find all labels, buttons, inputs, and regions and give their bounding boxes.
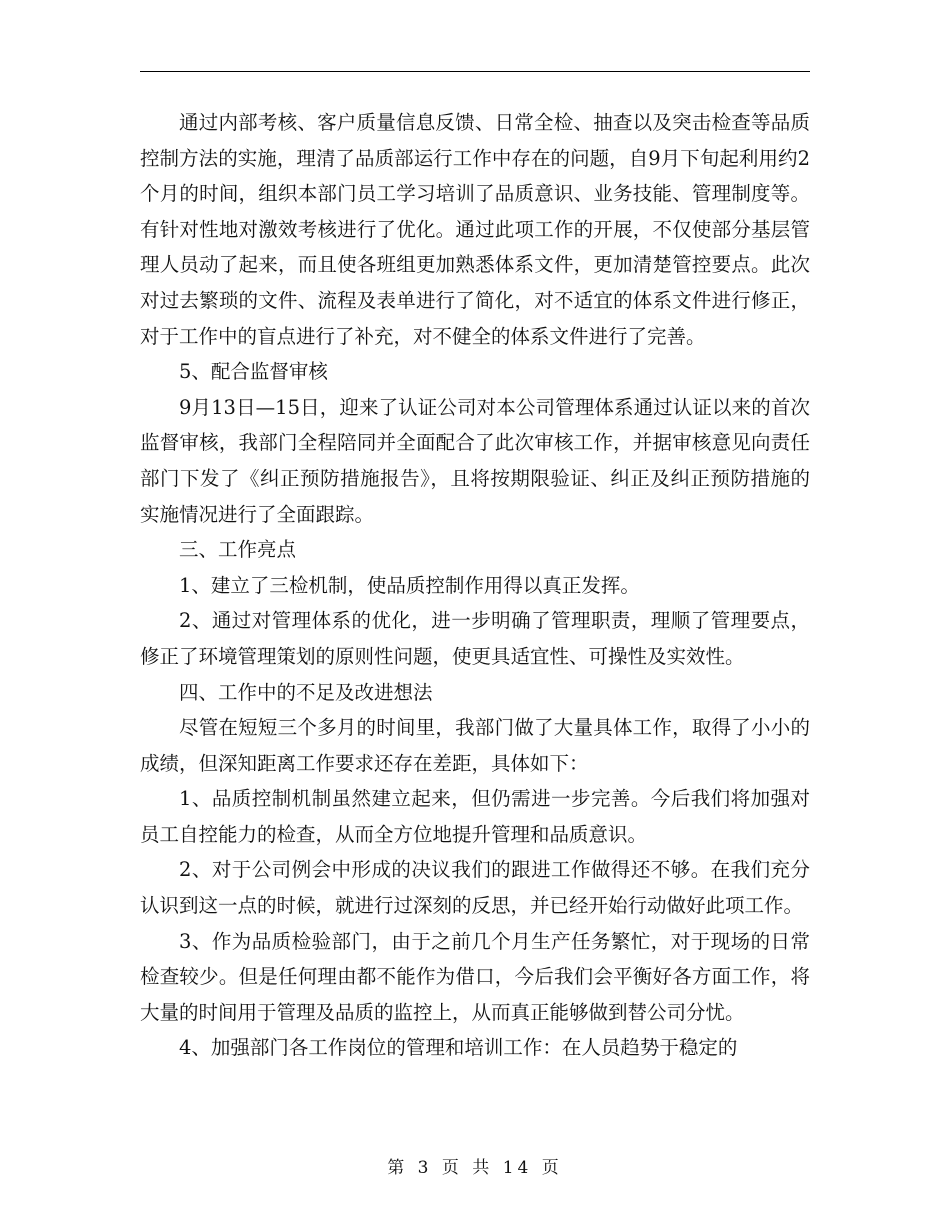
paragraph: 通过内部考核、客户质量信息反馈、日常全检、抽查以及突击检查等品质控制方法的实施，理清了品质部运行工作中存在的问题，自9月下旬起利用约2个月的时间，组织本部门员工学习培训了品质意识、业务技能、管理制度等。有针对性地对激效考核进行了优化。通过此项工作的开展，不仅使部分基层管理人员动了起来，而且使各班组更加熟悉体系文件，更加清楚管控要点。此次对过去繁琐的文件、流程及表单进行了简化，对不适宜的体系文件进行修正，对于工作中的盲点进行了补充，对不健全的体系文件进行了完善。 [140, 111, 810, 348]
section-heading: 四、工作中的不足及改进想法 [179, 680, 433, 704]
paragraph: 9月13日—15日，迎来了认证公司对本公司管理体系通过认证以来的首次监督审核，我部门全程陪同并全面配合了此次审核工作，并据审核意见向责任部门下发了《纠正预防措施报告》，且将按期限验证、纠正及纠正预防措施的实施情况进行了全面跟踪。 [140, 395, 810, 526]
document-body [140, 105, 810, 1066]
list-item: 1、建立了三检机制，使品质控制作用得以真正发挥。 [179, 573, 640, 597]
list-item: 3、作为品质检验部门，由于之前几个月生产任务繁忙，对于现场的日常检查较少。但是任何理由都不能作为借口，今后我们会平衡好各方面工作，将大量的时间用于管理及品质的监控上，从而真正能够做到替公司分忧。 [140, 929, 810, 1024]
page-number: 第 3 页 共 14 页 [387, 1158, 563, 1178]
list-item: 1、品质控制机制虽然建立起来，但仍需进一步完善。今后我们将加强对员工自控能力的检查，从而全方位地提升管理和品质意识。 [140, 787, 810, 846]
list-item: 2、对于公司例会中形成的决议我们的跟进工作做得还不够。在我们充分认识到这一点的时候，就进行过深刻的反思，并已经开始行动做好此项工作。 [140, 858, 810, 918]
header-rule [140, 71, 810, 72]
section-heading: 5、配合监督审核 [179, 360, 328, 384]
paragraph: 尽管在短短三个多月的时间里，我部门做了大量具体工作，取得了小小的成绩，但深知距离工作要求还存在差距，具体如下： [140, 716, 810, 775]
section-heading: 三、工作亮点 [179, 538, 297, 562]
list-item: 4、加强部门各工作岗位的管理和培训工作：在人员趋势于稳定的 [179, 1036, 738, 1060]
list-item: 2、通过对管理体系的优化，进一步明确了管理职责，理顺了管理要点，修正了环境管理策划的原则性问题，使更具适宜性、可操性及实效性。 [140, 609, 810, 668]
